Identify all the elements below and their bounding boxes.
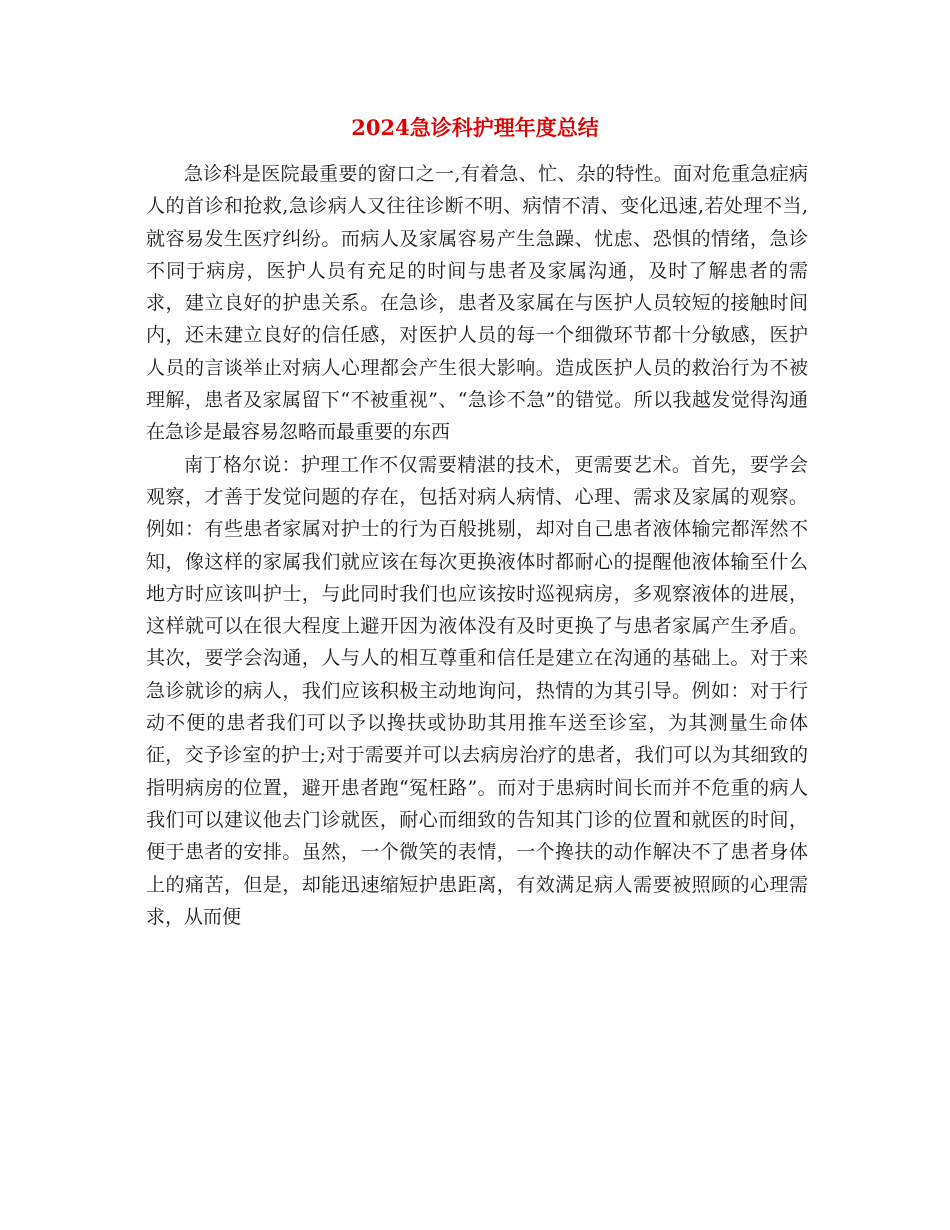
document-body <box>146 158 808 933</box>
paragraph-1: 急诊科是医院最重要的窗口之一,有着急、忙、杂的特性。面对危重急症病人的首诊和抢救,急诊病人又往往诊断不明、病情不清、变化迅速,若处理不当,就容易发生医疗纠纷。而病人及家属容易产生急躁、忧虑、恐惧的情绪，急诊不同于病房，医护人员有充足的时间与患者及家属沟通，及时了解患者的需求，建立良好的护患关系。在急诊，患者及家属在与医护人员较短的接触时间内，还未建立良好的信任感，对医护人员的每一个细微环节都十分敏感，医护人员的言谈举止对病人心理都会产生很大影响。造成医护人员的救治行为不被理解，患者及家属留下“不被重视”、“急诊不急”的错觉。所以我越发觉得沟通在急诊是最容易忽略而最重要的东西 <box>146 163 808 444</box>
paragraph-2: 南丁格尔说：护理工作不仅需要精湛的技术，更需要艺术。首先，要学会观察，才善于发觉问题的存在，包括对病人病情、心理、需求及家属的观察。例如：有些患者家属对护士的行为百般挑剔，却对自己患者液体输完都浑然不知，像这样的家属我们就应该在每次更换液体时都耐心的提醒他液体输至什么地方时应该叫护士，与此同时我们也应该按时巡视病房，多观察液体的进展，这样就可以在很大程度上避开因为液体没有及时更换了与患者家属产生矛盾。其次，要学会沟通，人与人的相互尊重和信任是建立在沟通的基础上。对于来急诊就诊的病人，我们应该积极主动地询问，热情的为其引导。例如：对于行动不便的患者我们可以予以搀扶或协助其用推车送至诊室，为其测量生命体征，交予诊室的护士;对于需要并可以去病房治疗的患者，我们可以为其细致的指明病房的位置，避开患者跑“冤枉路”。而对于患病时间长而并不危重的病人我们可以建议他去门诊就医，耐心而细致的告知其门诊的位置和就医的时间，便于患者的安排。虽然，一个微笑的表情，一个搀扶的动作解决不了患者身体上的痛苦，但是，却能迅速缩短护患距离，有效满足病人需要被照顾的心理需求，从而便 <box>146 453 808 928</box>
document-title: 2024急诊科护理年度总结 <box>351 115 599 140</box>
